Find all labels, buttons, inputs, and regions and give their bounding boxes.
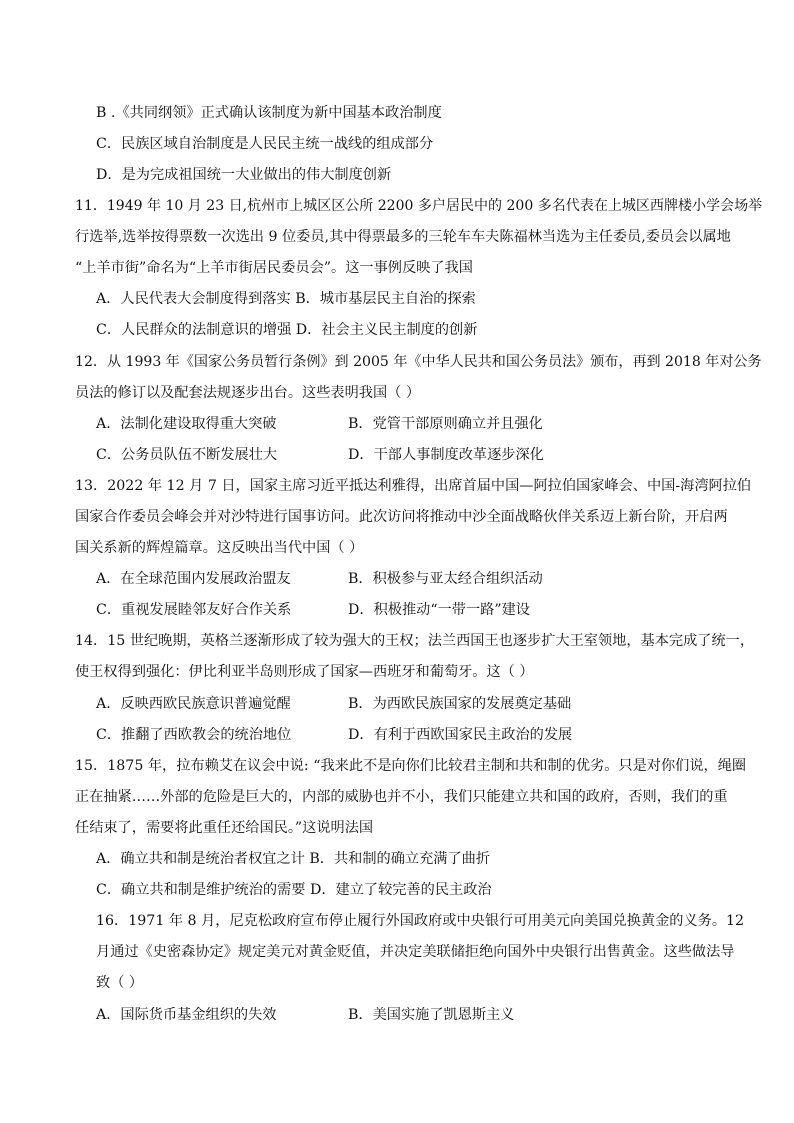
q10-option-c: C．民族区域自治制度是人民民主统一战线的组成部分 [96, 136, 434, 152]
q14-stem-line-2: 使王权得到强化：伊比利亚半岛则形成了国家—西班牙和葡萄牙。这（ ） [75, 664, 534, 680]
q12-option-b: B．党管干部原则确立并且强化 [348, 416, 543, 432]
q12-option-d: D．干部人事制度改革逐步深化 [348, 447, 544, 463]
q10-option-d: D．是为完成祖国统一大业做出的伟大制度创新 [96, 167, 392, 183]
q11-options-cd: C．人民群众的法制意识的增强 D．社会主义民主制度的创新 [96, 322, 478, 338]
q12-option-a: A．法制化建设取得重大突破 [96, 416, 277, 432]
q13-option-b: B．积极参与亚太经合组织活动 [348, 571, 543, 587]
q11-stem-line-2: 行选举,选举按得票数一次选出 9 位委员,其中得票最多的三轮车车夫陈福林当选为主任委员,委员会以属地 [75, 229, 731, 245]
q12-stem-line-2: 员法的修订以及配套法规逐步出台。这些表明我国（ ） [75, 385, 421, 401]
q12-option-c: C．公务员队伍不断发展壮大 [96, 447, 278, 463]
q16-stem-line-2: 月通过《史密森协定》规定美元对黄金贬值，并决定美联储拒绝向国外中央银行出售黄金。这些做法导 [96, 944, 735, 960]
q13-option-c: C．重视发展睦邻友好合作关系 [96, 602, 292, 618]
q14-option-d: D．有利于西欧国家民主政治的发展 [348, 727, 573, 743]
q15-stem-line-1: 15．1875 年，拉布赖艾在议会中说: “我来此不是向你们比较君主制和共和制的优劣。只是对你们说，绳圈 [75, 758, 747, 774]
q10-option-b: B .《共同纲领》正式确认该制度为新中国基本政治制度 [96, 105, 442, 121]
q15-stem-line-3: 任结束了，需要将此重任还给国民。”这说明法国 [75, 820, 374, 836]
q14-option-c: C．推翻了西欧教会的统治地位 [96, 727, 292, 743]
q11-stem-line-1: 11．1949 年 10 月 23 日,杭州市上城区区公所 2200 多户居民中的 200 多名代表在上城区西牌楼小学会场举 [75, 198, 763, 214]
q16-option-a: A．国际货币基金组织的失效 [96, 1007, 277, 1023]
q14-stem-line-1: 14．15 世纪晚期，英格兰逐渐形成了较为强大的王权；法兰西国王也逐步扩大王室领地，基本完成了统一， [75, 633, 755, 649]
q15-options-cd: C．确立共和制是维护统治的需要 D．建立了较完善的民主政治 [96, 882, 492, 898]
q12-stem-line-1: 12．从 1993 年《国家公务员暂行条例》到 2005 年《中华人民共和国公务员法》颁布，再到 2018 年对公务 [75, 354, 762, 370]
q14-option-b: B．为西欧民族国家的发展奠定基础 [348, 696, 572, 712]
q14-option-a: A．反映西欧民族意识普遍觉醒 [96, 696, 291, 712]
q11-options-ab: A．人民代表大会制度得到落实 B．城市基层民主自治的探索 [96, 291, 476, 307]
q16-stem-line-1: 16．1971 年 8 月，尼克松政府宣布停止履行外国政府或中央银行可用美元向美国兑换黄金的义务。12 [96, 913, 745, 929]
q13-option-d: D．积极推动“一带一路”建设 [348, 602, 530, 618]
q11-stem-line-3: “上羊市街”命名为“上羊市街居民委员会”。这一事例反映了我国 [75, 260, 473, 276]
q15-options-ab: A．确立共和制是统治者权宜之计 B．共和制的确立充满了曲折 [96, 851, 491, 867]
q13-option-a: A．在全球范围内发展政治盟友 [96, 571, 291, 587]
q13-stem-line-3: 国关系新的辉煌篇章。这反映出当代中国（ ） [75, 540, 364, 556]
q13-stem-line-2: 国家合作委员会峰会并对沙特进行国事访问。此次访问将推动中沙全面战略伙伴关系迈上新台阶，开启两 [75, 509, 728, 525]
q16-option-b: B．美国实施了凯恩斯主义 [348, 1007, 515, 1023]
q16-stem-line-3: 致（ ） [96, 975, 144, 991]
q15-stem-line-2: 正在抽紧……外部的危险是巨大的，内部的威胁也并不小，我们只能建立共和国的政府，否则，我们的重 [75, 789, 728, 805]
q13-stem-line-1: 13．2022 年 12 月 7 日，国家主席习近平抵达利雅得，出席首届中国—阿拉伯国家峰会、中国-海湾阿拉伯 [75, 478, 752, 494]
